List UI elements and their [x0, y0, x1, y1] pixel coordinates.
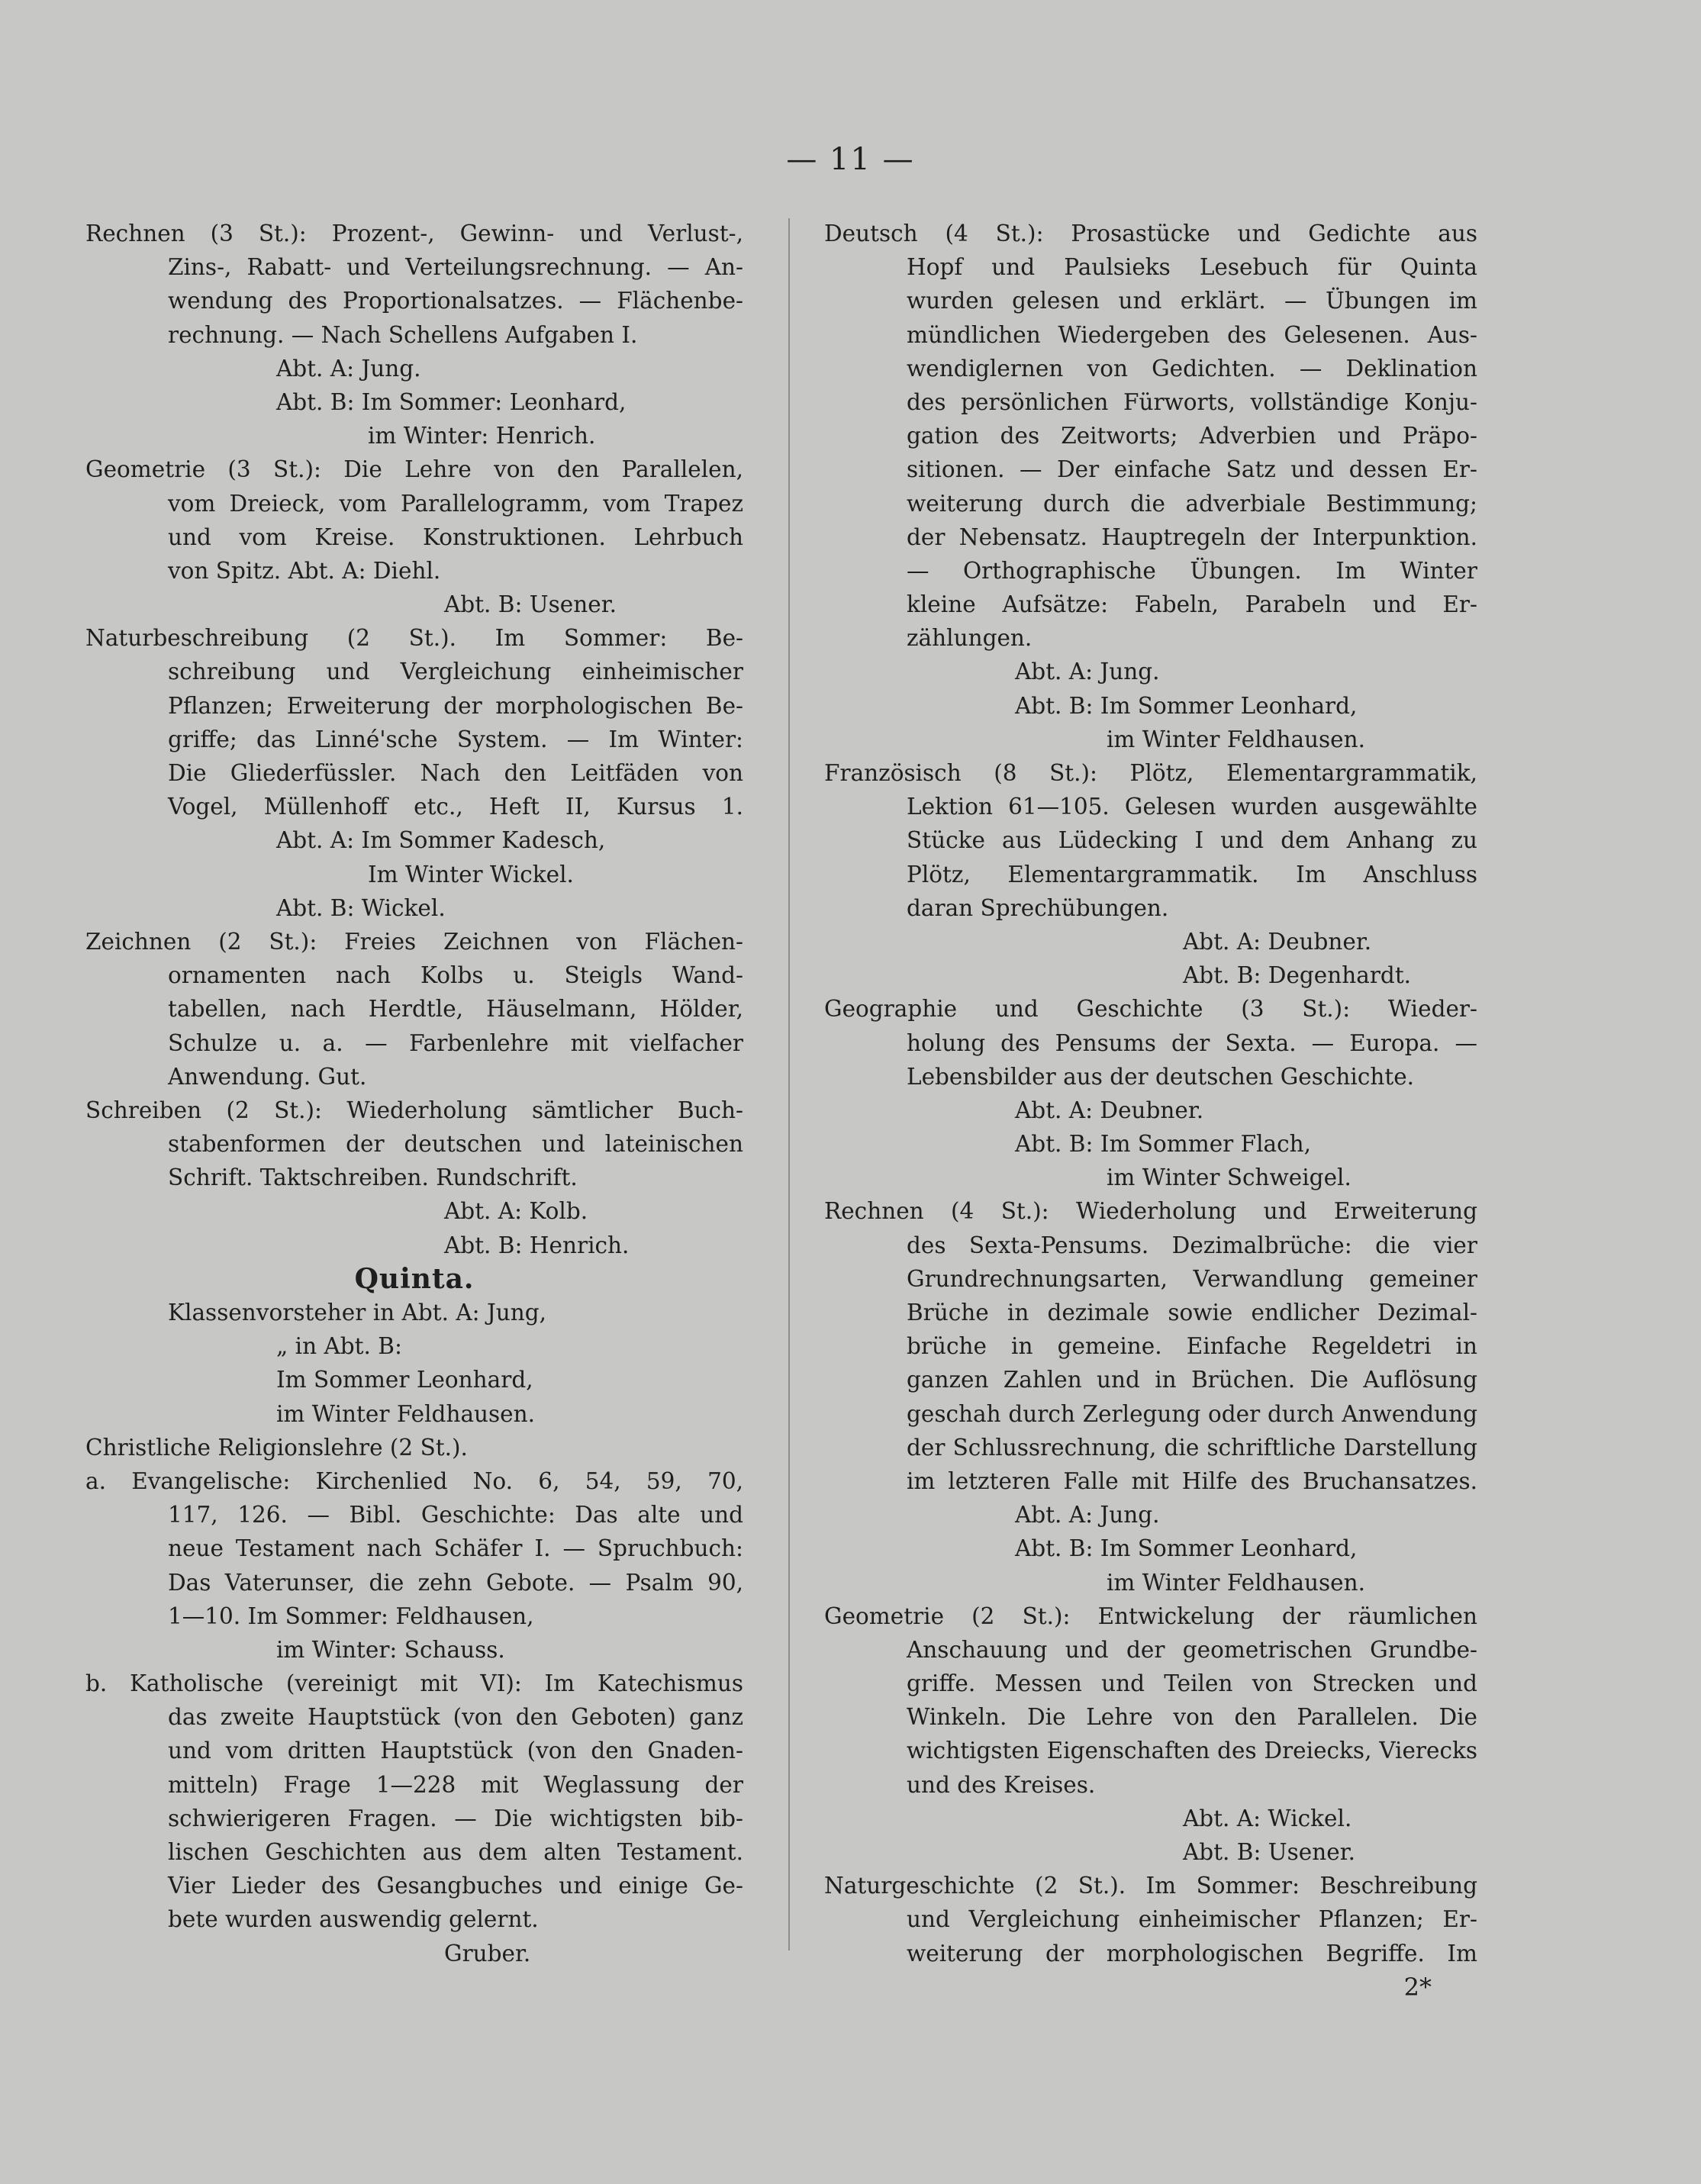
text-line: rechnung. — Nach Schellens Aufgaben I.: [168, 321, 638, 348]
text-line: Deutsch (4 St.): Prosastücke und Gedichte aus: [824, 221, 1477, 246]
text-line: mitteln) Frage 1—228 mit Weglassung der: [168, 1771, 743, 1798]
text-line: schwierigeren Fragen. — Die wichtigsten bib-: [168, 1805, 743, 1831]
text-line: Abt. A: Wickel.: [1183, 1805, 1352, 1831]
text-line: Plötz, Elementargrammatik. Im Anschluss: [907, 861, 1477, 887]
text-line: des persönlichen Fürworts, vollständige Konju-: [907, 388, 1477, 415]
text-line: Abt. A: Kolb.: [444, 1198, 588, 1225]
text-line: Abt. B: Usener.: [444, 591, 617, 618]
text-line: Hopf und Paulsieks Lesebuch für Quinta: [907, 254, 1477, 281]
text-line: Abt. B: Im Sommer Leonhard,: [1015, 692, 1358, 719]
text-line: b. Katholische (vereinigt mit VI): Im Katechismus: [85, 1670, 743, 1697]
text-line: im Winter Schweigel.: [1107, 1164, 1351, 1191]
text-line: Französisch (8 St.): Plötz, Elementargrammatik,: [824, 760, 1477, 786]
text-line: daran Sprechübungen.: [907, 894, 1169, 921]
text-line: des Sexta-Pensums. Dezimalbrüche: die vier: [907, 1232, 1477, 1258]
text-line: und vom Kreise. Konstruktionen. Lehrbuch: [168, 523, 743, 550]
text-line: wendiglernen von Gedichten. — Deklination: [907, 355, 1477, 382]
text-line: Abt. B: Henrich.: [444, 1232, 630, 1258]
text-line: Die Gliederfüssler. Nach den Leitfäden von: [168, 760, 743, 786]
text-line: Abt. A: Im Sommer Kadesch,: [276, 827, 606, 854]
text-line: „ in Abt. B:: [276, 1333, 402, 1360]
text-line: Pflanzen; Erweiterung der morphologischen Be-: [168, 692, 743, 719]
text-line: weiterung durch die adverbiale Bestimmung;: [907, 490, 1477, 517]
text-line: vom Dreieck, vom Parallelogramm, vom Trapez: [168, 490, 743, 517]
text-line: und des Kreises.: [907, 1771, 1096, 1798]
text-line: Naturbeschreibung (2 St.). Im Sommer: Be-: [85, 625, 743, 652]
text-line: Schrift. Taktschreiben. Rundschrift.: [168, 1164, 578, 1191]
text-line: das zweite Hauptstück (von den Geboten) ganz: [168, 1704, 743, 1731]
text-line: Geometrie (3 St.): Die Lehre von den Parallelen,: [85, 456, 743, 483]
text-line: Abt. B: Wickel.: [276, 894, 446, 921]
text-line: sitionen. — Der einfache Satz und dessen Er-: [907, 456, 1477, 483]
text-line: Vier Lieder des Gesangbuches und einige Ge-: [168, 1873, 743, 1899]
text-line: lischen Geschichten aus dem alten Testament.: [168, 1839, 743, 1865]
text-line: Rechnen (4 St.): Wiederholung und Erweiterung: [824, 1198, 1477, 1225]
text-line: Abt. A: Jung.: [276, 355, 421, 382]
text-line: im Winter: Henrich.: [368, 423, 596, 449]
text-line: neue Testament nach Schäfer I. — Spruchbuch:: [168, 1535, 743, 1562]
text-line: Christliche Religionslehre (2 St.).: [85, 1434, 468, 1461]
text-line: Abt. B: Degenhardt.: [1183, 962, 1412, 989]
text-line: 117, 126. — Bibl. Geschichte: Das alte und: [168, 1502, 743, 1528]
text-line: wendung des Proportionalsatzes. — Flächenbe-: [168, 288, 743, 314]
text-line: zählungen.: [907, 625, 1033, 652]
text-line: Naturgeschichte (2 St.). Im Sommer: Beschreibung: [824, 1873, 1477, 1899]
text-line: Geometrie (2 St.): Entwickelung der räumlichen: [824, 1603, 1477, 1629]
text-line: und vom dritten Hauptstück (von den Gnaden-: [168, 1738, 743, 1764]
text-line: Anwendung. Gut.: [168, 1063, 367, 1090]
text-line: Abt. B: Im Sommer Leonhard,: [1015, 1535, 1358, 1562]
text-line: im Winter: Schauss.: [276, 1636, 505, 1663]
text-line: im letzteren Falle mit Hilfe des Bruchansatzes.: [907, 1467, 1477, 1494]
text-line: holung des Pensums der Sexta. — Europa. —: [907, 1029, 1477, 1056]
text-line: 2*: [1403, 1972, 1432, 2002]
text-line: stabenformen der deutschen und lateinischen: [168, 1131, 743, 1158]
text-line: Quinta.: [354, 1262, 475, 1295]
text-line: Abt. A: Deubner.: [1015, 1097, 1204, 1123]
text-line: Klassenvorsteher in Abt. A: Jung,: [168, 1300, 547, 1326]
text-line: und Vergleichung einheimischer Pflanzen; Er-: [907, 1906, 1477, 1933]
text-line: Abt. A: Jung.: [1015, 1502, 1160, 1528]
text-line: geschah durch Zerlegung oder durch Anwendung: [907, 1400, 1477, 1427]
text-line: ornamenten nach Kolbs u. Steigls Wand-: [168, 962, 743, 989]
text-line: Vogel, Müllenhoff etc., Heft II, Kursus 1.: [168, 794, 743, 820]
text-line: Rechnen (3 St.): Prozent-, Gewinn- und Verlust-,: [85, 221, 743, 246]
text-line: Im Winter Wickel.: [368, 861, 574, 887]
text-line: Abt. A: Deubner.: [1183, 928, 1372, 955]
text-line: Das Vaterunser, die zehn Gebote. — Psalm 90,: [168, 1569, 743, 1596]
text-line: mündlichen Wiedergeben des Gelesenen. Aus-: [907, 321, 1477, 348]
text-line: Grundrechnungsarten, Verwandlung gemeiner: [907, 1265, 1477, 1292]
text-line: Lektion 61—105. Gelesen wurden ausgewählte: [907, 794, 1477, 820]
text-line: Anschauung und der geometrischen Grundbe-: [907, 1636, 1477, 1663]
text-line: Abt. A: Jung.: [1015, 659, 1160, 685]
text-line: Gruber.: [444, 1940, 531, 1967]
left-column: [85, 217, 743, 1970]
text-line: schreibung und Vergleichung einheimischer: [168, 659, 743, 685]
text-line: bete wurden auswendig gelernt.: [168, 1906, 539, 1933]
text-line: Schulze u. a. — Farbenlehre mit vielfacher: [168, 1029, 743, 1056]
text-line: 1—10. Im Sommer: Feldhausen,: [168, 1603, 534, 1629]
text-line: — Orthographische Übungen. Im Winter: [907, 557, 1477, 584]
text-line: im Winter Feldhausen.: [1107, 1569, 1366, 1596]
text-line: weiterung der morphologischen Begriffe. Im: [907, 1940, 1477, 1967]
text-line: Geographie und Geschichte (3 St.): Wieder-: [824, 996, 1477, 1023]
text-line: Abt. B: Im Sommer: Leonhard,: [276, 388, 627, 415]
text-line: wurden gelesen und erklärt. — Übungen im: [907, 288, 1477, 314]
text-line: ganzen Zahlen und in Brüchen. Die Auflösung: [907, 1367, 1477, 1393]
text-line: Im Sommer Leonhard,: [276, 1367, 533, 1393]
text-line: kleine Aufsätze: Fabeln, Parabeln und Er-: [907, 591, 1477, 618]
column-divider: [788, 218, 790, 1950]
text-line: griffe. Messen und Teilen von Strecken und: [907, 1670, 1477, 1697]
text-line: tabellen, nach Herdtle, Häuselmann, Hölder,: [168, 996, 743, 1023]
text-line: brüche in gemeine. Einfache Regeldetri in: [907, 1333, 1477, 1360]
text-line: von Spitz. Abt. A: Diehl.: [168, 557, 441, 584]
text-line: Abt. B: Im Sommer Flach,: [1015, 1131, 1312, 1158]
text-line: gation des Zeitworts; Adverbien und Präpo-: [907, 423, 1477, 449]
text-line: Lebensbilder aus der deutschen Geschichte.: [907, 1063, 1415, 1090]
text-line: der Schlussrechnung, die schriftliche Darstellung: [907, 1434, 1477, 1461]
text-line: wichtigsten Eigenschaften des Dreiecks, Vierecks: [907, 1738, 1477, 1764]
text-line: Brüche in dezimale sowie endlicher Dezimal-: [907, 1300, 1477, 1326]
text-line: Schreiben (2 St.): Wiederholung sämtlicher Buch-: [85, 1097, 743, 1123]
right-column: [824, 217, 1477, 2004]
text-line: Abt. B: Usener.: [1183, 1839, 1355, 1865]
page-number: — 11 —: [786, 142, 915, 177]
text-line: Zins-, Rabatt- und Verteilungsrechnung. — An-: [168, 254, 743, 281]
text-line: a. Evangelische: Kirchenlied No. 6, 54, 59, 70,: [85, 1467, 743, 1494]
text-line: Zeichnen (2 St.): Freies Zeichnen von Flächen-: [85, 928, 743, 955]
text-line: im Winter Feldhausen.: [276, 1400, 536, 1427]
text-line: im Winter Feldhausen.: [1107, 726, 1366, 752]
text-line: Stücke aus Lüdecking I und dem Anhang zu: [907, 827, 1477, 854]
text-line: griffe; das Linné'sche System. — Im Winter:: [168, 726, 743, 752]
text-line: der Nebensatz. Hauptregeln der Interpunktion.: [907, 523, 1477, 550]
text-line: Winkeln. Die Lehre von den Parallelen. Die: [907, 1704, 1477, 1731]
